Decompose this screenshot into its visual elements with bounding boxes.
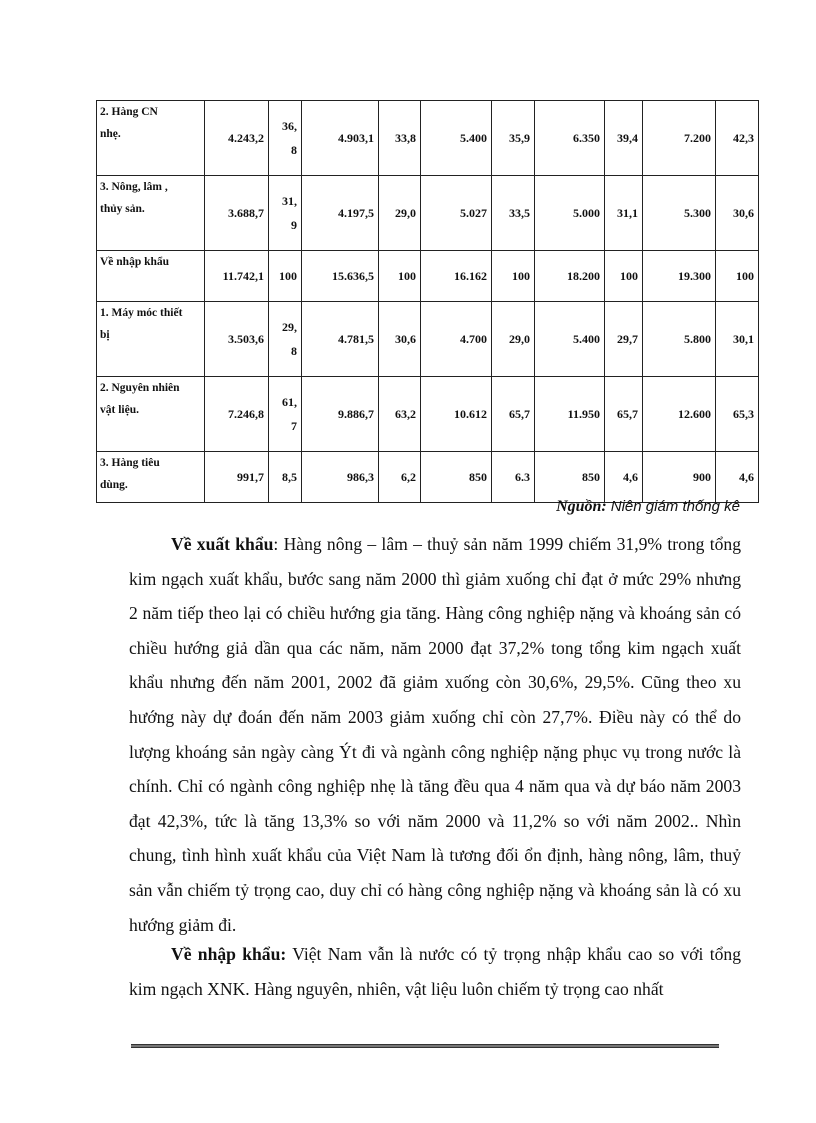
percent-cell: 65,7 [492,377,535,452]
percent-cell: 65,7 [605,377,643,452]
percent-cell: 35,9 [492,101,535,176]
value-cell: 5.300 [643,176,716,251]
value-cell: 900 [643,452,716,503]
percent-cell: 100 [269,251,302,302]
value-cell: 10.612 [421,377,492,452]
export-paragraph [129,527,741,942]
value-cell: 7.246,8 [205,377,269,452]
table-body [97,101,759,503]
table-row [97,251,759,302]
row-label-line: thủy sản. [100,203,145,215]
value-cell: 850 [421,452,492,503]
value-cell: 4.243,2 [205,101,269,176]
value-cell: 18.200 [535,251,605,302]
export-body: : Hàng nông – lâm – thuỷ sản năm 1999 chiếm 31,9% trong tổng kim ngạch xuất khẩu, bước sang năm 2000 thì giảm xuống chỉ đạt ở mức 29% nhưng 2 năm tiếp theo lại có chiều hướng gia tăng. Hàng công nghiệp nặng và khoáng sản có chiều hướng giả dần qua các năm, năm 2000 đạt 37,2% tong tổng kim ngạch xuất khẩu nhưng đến năm 2001, 2002 đã giảm xuống còn 30,6%, 29,5%. Cũng theo xu hướng này dự đoán đến năm 2003 giảm xuống chỉ còn 27,7%. Điều này có thể do lượng khoáng sản ngày càng Ýt đi và ngành công nghiệp nặng phục vụ trong nước là chính. Chỉ có ngành công nghiệp nhẹ là tăng đều qua 4 năm qua và dự báo năm 2003 đạt 42,3%, tức là tăng 13,3% so với năm 2000 và 11,2% so với năm 2002.. Nhìn chung, tình hình xuất khẩu của Việt Nam là tương đối ổn định, hàng nông, lâm, thuỷ sản vẫn chiếm tỷ trọng cao, duy chỉ có hàng công nghiệp nặng và khoáng sản là có xu hướng giảm đi. [129,534,741,935]
value-cell: 5.400 [421,101,492,176]
percent-cell: 61, 7 [269,377,302,452]
percent-cell: 39,4 [605,101,643,176]
row-label-line: 3. Nông, lâm , [100,181,168,193]
percent-cell: 6.3 [492,452,535,503]
percent-cell: 31, 9 [269,176,302,251]
value-cell: 850 [535,452,605,503]
value-cell: 986,3 [302,452,379,503]
percent-cell: 29,0 [379,176,421,251]
percent-cell: 4,6 [605,452,643,503]
percent-cell: 31,1 [605,176,643,251]
trade-structure-table [96,100,759,503]
export-heading: Về xuất khẩu [171,534,274,554]
value-cell: 3.688,7 [205,176,269,251]
value-cell: 5.027 [421,176,492,251]
row-label-line: vật liệu. [100,404,139,416]
percent-cell: 8,5 [269,452,302,503]
table-row [97,176,759,251]
percent-cell: 30,6 [379,302,421,377]
value-cell: 9.886,7 [302,377,379,452]
percent-cell: 42,3 [716,101,759,176]
percent-cell: 63,2 [379,377,421,452]
source-label: Nguồn: [556,498,607,515]
source-note [0,498,740,516]
value-cell: 3.503,6 [205,302,269,377]
value-cell: 5.000 [535,176,605,251]
table-row [97,302,759,377]
table-row [97,101,759,176]
row-label-line: 3. Hàng tiêu [100,457,160,469]
value-cell: 16.162 [421,251,492,302]
value-cell: 991,7 [205,452,269,503]
source-text: Niên giám thống kê [610,498,740,515]
row-label-line: 1. Máy móc thiết [100,307,183,319]
percent-cell: 100 [492,251,535,302]
percent-cell: 30,6 [716,176,759,251]
value-cell: 6.350 [535,101,605,176]
import-heading: Về nhập khẩu: [171,944,287,964]
value-cell: 4.700 [421,302,492,377]
table-row [97,452,759,503]
footer-rule [131,1044,719,1048]
percent-cell: 100 [716,251,759,302]
import-body: Việt Nam vẫn là nước có tỷ trọng nhập khẩu cao so với tổng kim ngạch XNK. Hàng nguyên, nhiên, vật liệu luôn chiếm tỷ trọng cao nhất [129,944,741,999]
row-label [97,302,205,377]
value-cell: 12.600 [643,377,716,452]
value-cell: 19.300 [643,251,716,302]
percent-cell: 30,1 [716,302,759,377]
row-label-line: 2. Hàng CN [100,106,158,118]
percent-cell: 29, 8 [269,302,302,377]
value-cell: 5.800 [643,302,716,377]
value-cell: 11.950 [535,377,605,452]
row-label-line: bị [100,329,110,341]
table-row [97,377,759,452]
percent-cell: 33,5 [492,176,535,251]
row-label [97,101,205,176]
import-paragraph [129,937,741,1006]
row-label-line: dùng. [100,479,128,491]
value-cell: 11.742,1 [205,251,269,302]
percent-cell: 4,6 [716,452,759,503]
percent-cell: 65,3 [716,377,759,452]
row-label-line: Về nhập khẩu [100,256,170,268]
value-cell: 15.636,5 [302,251,379,302]
value-cell: 4.781,5 [302,302,379,377]
row-label [97,377,205,452]
percent-cell: 33,8 [379,101,421,176]
value-cell: 5.400 [535,302,605,377]
percent-cell: 29,7 [605,302,643,377]
row-label-line: 2. Nguyên nhiên [100,382,180,394]
percent-cell: 100 [379,251,421,302]
value-cell: 4.903,1 [302,101,379,176]
row-label [97,176,205,251]
row-label [97,251,205,302]
percent-cell: 100 [605,251,643,302]
value-cell: 7.200 [643,101,716,176]
value-cell: 4.197,5 [302,176,379,251]
percent-cell: 6,2 [379,452,421,503]
percent-cell: 36, 8 [269,101,302,176]
row-label-line: nhẹ. [100,128,121,140]
row-label [97,452,205,503]
percent-cell: 29,0 [492,302,535,377]
